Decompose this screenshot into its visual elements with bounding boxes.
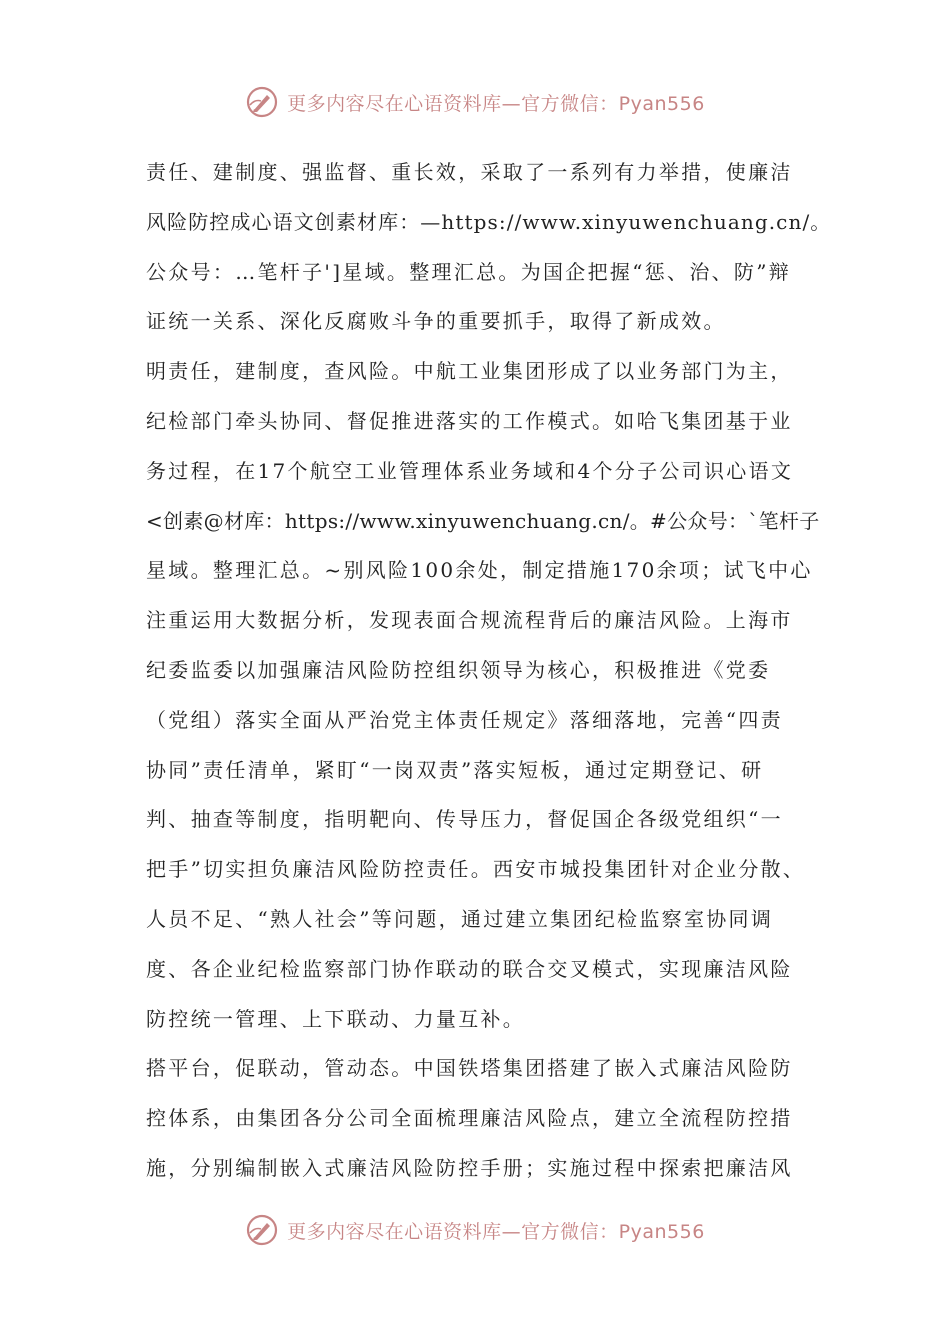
pen-logo-icon (245, 1213, 279, 1247)
text-line: （党组）落实全面从严治党主体责任规定》落细落地，完善“四责 (146, 707, 783, 732)
text-line: 证统一关系、深化反腐败斗争的重要抓手，取得了新成效。 (146, 309, 726, 334)
text-line: 纪委监委以加强廉洁风险防控组织领导为核心，积极推进《党委 (146, 657, 771, 682)
text-line: 协同”责任清单，紧盯“一岗双责”落实短板，通过定期登记、研 (146, 757, 764, 782)
footer-watermark-banner (0, 1208, 950, 1252)
text-line: 度、各企业纪检监察部门协作联动的联合交叉模式，实现廉洁风险 (146, 956, 793, 981)
text-line: 明责任，建制度，查风险。中航工业集团形成了以业务部门为主， (146, 359, 793, 384)
text-line: 人员不足、“熟人社会”等问题，通过建立集团纪检监察室协同调 (146, 906, 774, 931)
text-line: 搭平台，促联动，管动态。中国铁塔集团搭建了嵌入式廉洁风险防 (146, 1056, 793, 1081)
banner-text: 更多内容尽在心语资料库—官方微信：Pyan556 (287, 1220, 705, 1243)
banner-text: 更多内容尽在心语资料库—官方微信：Pyan556 (287, 92, 705, 115)
text-line: <创素@材库：https://www.xinyuwenchuang.cn/。#公众号：`笔杆子 (146, 508, 820, 533)
text-line: 风险防控成心语文创素材库：—https://www.xinyuwenchuang.cn/。 (146, 209, 832, 234)
text-line: 责任、建制度、强监督、重长效，采取了一系列有力举措，使廉洁 (146, 160, 793, 184)
text-line: 公众号：…笔杆子']星域。整理汇总。为国企把握“惩、治、防”辩 (146, 259, 792, 284)
text-line: 把手”切实担负廉洁风险防控责任。西安市城投集团针对企业分散、 (146, 857, 806, 882)
text-line: 纪检部门牵头协同、督促推进落实的工作模式。如哈飞集团基于业 (146, 408, 793, 433)
pen-logo-icon (245, 85, 279, 119)
text-line: 防控统一管理、上下联动、力量互补。 (146, 1006, 526, 1031)
text-line: 判、抽查等制度，指明靶向、传导压力，督促国企各级党组织“一 (146, 807, 783, 832)
text-line: 务过程，在17个航空工业管理体系业务域和4个分子公司识心语文 (146, 458, 794, 483)
text-line: 星域。整理汇总。~别风险100余处，制定措施170余项；试飞中心 (146, 558, 813, 583)
text-line: 注重运用大数据分析，发现表面合规流程背后的廉洁风险。上海市 (146, 608, 793, 633)
text-line: 控体系，由集团各分公司全面梳理廉洁风险点，建立全流程防控措 (146, 1106, 793, 1131)
header-watermark-banner (0, 80, 950, 124)
text-line: 施，分别编制嵌入式廉洁风险防控手册；实施过程中探索把廉洁风 (146, 1155, 793, 1180)
document-body (146, 148, 832, 1194)
